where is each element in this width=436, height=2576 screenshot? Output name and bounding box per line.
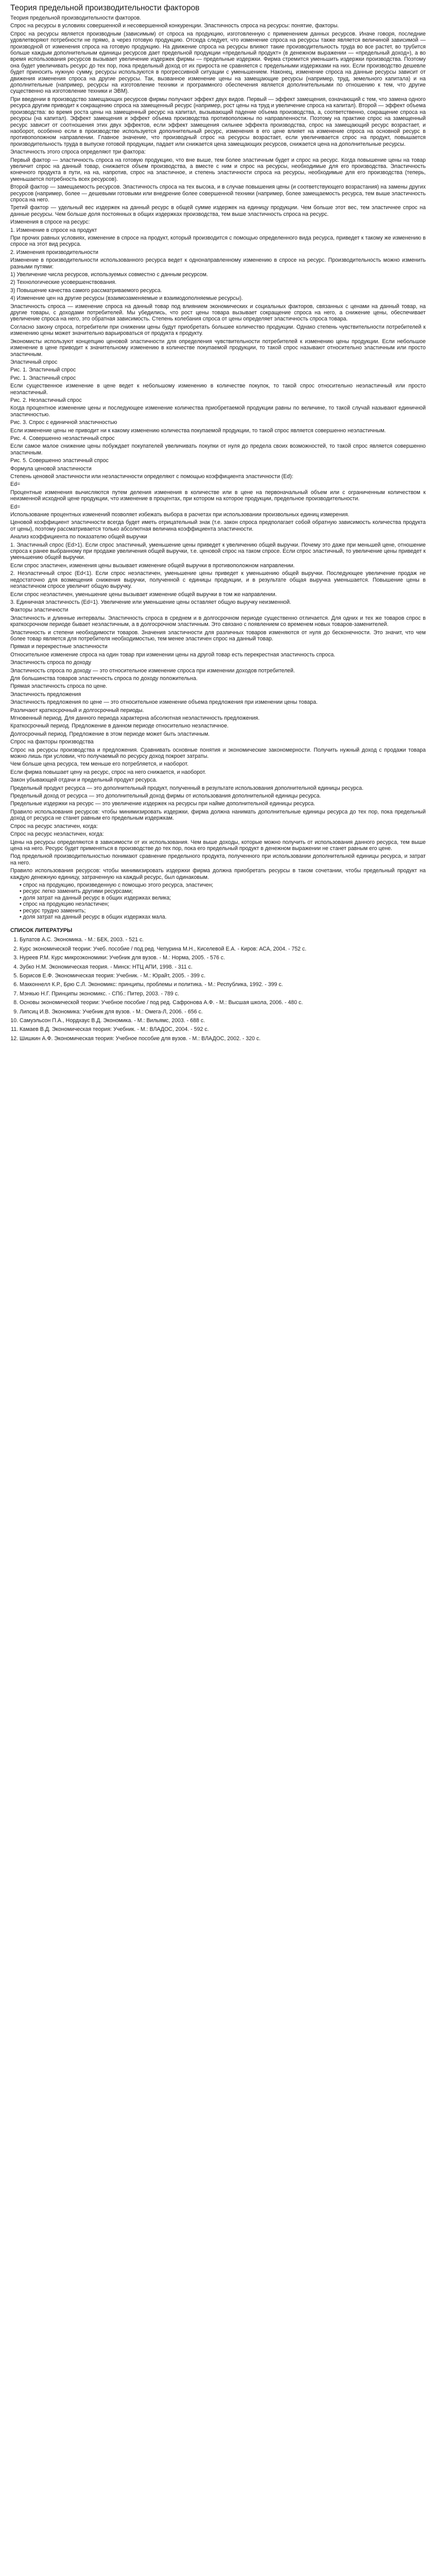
paragraph: Правило использования ресурсов: чтобы минимизировать издержки, фирма должна нанимать дополнительные единицы ресурса до тех пор, пока предельный доход от ресурса не станет равным его предельным издержкам. — [10, 808, 426, 822]
paragraph: Эластичность спроса по доходу — это относительное изменение спроса при изменении доходов потребителей. — [10, 667, 295, 674]
paragraph: Ed= — [10, 481, 21, 488]
document-body — [10, 15, 426, 880]
paragraph: Если спрос эластичен, изменения цены вызывает изменение общей выручки в противоположном направлении. — [10, 562, 295, 569]
paragraph: Изменение в производительности использованного ресурса ведет к однонаправленному изменению в спросе на ресурс. Производительность можно изменить разными путями: — [10, 257, 426, 270]
paragraph: 1. Эластичный спрос (Ed>1). Если спрос эластичный, уменьшение цены приведет к увеличению общей выручки. Почему это даже при меньшей цене, отношение спроса к ранее выбранному при продаже увеличения общей выручки, т.е. ценовой спрос на таком спросе. Если спрос эластичный, то увеличение цены приведет к уменьшению общей выручки. — [10, 541, 426, 561]
paragraph: Спрос на ресурсы производства и предложения. Сравнивать основные понятия и экономические закономерности. Получить нужный доход с продажи товара можно лишь при условии, что получаемый по ресурсу доход покроет затраты. — [10, 747, 426, 760]
reference-item: 4. Зубко Н.М. Экономическая теория. - Минск: НТЦ АПИ, 1998. - 311 с. — [20, 964, 426, 970]
paragraph: Спрос на ресурс эластичен, когда: — [10, 823, 98, 829]
paragraph: Относительное изменение спроса на один товар при изменении цены на другой товар есть перекрестная эластичность спроса. — [10, 651, 336, 658]
paragraph: Чем больше цена ресурса, тем меньше его потребляется, и наоборот. — [10, 761, 189, 768]
paragraph: Ценовой коэффициент эластичности всегда будет иметь отрицательный знак (т.е. закон спроса предполагает собой обратную зависимость количества продукта от цены), поэтому рассматривается только абсолютная величина коэффициента эластичности. — [10, 519, 426, 532]
paragraph: При прочих равных условиях, изменение в спросе на продукт, который производится с помощью определенного вида ресурса, приведет к такому же изменению в спросе на этот вид ресурса. — [10, 235, 426, 248]
reference-item: 7. Мэнкью Н.Г. Принципы экономикс. - СПб.: Питер, 2003. - 789 с. — [20, 991, 426, 997]
page-title: Теория предельной производительности факторов — [10, 4, 200, 12]
reference-item: 2. Курс экономической теории: Учеб. пособие / под ред. Чепурина М.Н., Киселевой Е.А. - Киров: АСА, 2004. - 752 с. — [20, 946, 426, 952]
reference-item: 9. Липсиц И.В. Экономика: Учебник для вузов. - М.: Омега-Л, 2006. - 656 с. — [20, 1009, 426, 1015]
paragraph: Для большинства товаров эластичность спроса по доходу положительна. — [10, 675, 198, 682]
paragraph: Формула ценовой эластичности — [10, 465, 92, 472]
list-item: • ресурс легко заменить другими ресурсами; — [20, 888, 133, 895]
references-list — [10, 937, 426, 1042]
reference-item: 8. Основы экономической теории: Учебное пособие / под ред. Сафронова А.Ф. - М.: Высшая школа, 2006. - 480 с. — [20, 999, 426, 1006]
paragraph: Изменения в спросе на ресурс: — [10, 219, 90, 226]
list-item: • доля затрат на данный ресурс в общих издержках велика; — [20, 894, 171, 901]
paragraph: Эластичность и степени необходимости товаров. Значения эластичности для различных товаров изменяются от нуля до бесконечности. Это значит, что чем более товар является для потребителя необходимостью, тем менее эластичен спрос на данный товар. — [10, 629, 426, 642]
paragraph: Рис. 1. Эластичный спрос — [10, 375, 76, 381]
paragraph: Долгосрочный период. Предложение в этом периоде может быть эластичным. — [10, 731, 210, 737]
paragraph: 3. Единичная эластичность (Ed=1). Увеличение или уменьшение цены оставляет общую выручку неизменной. — [10, 599, 291, 605]
paragraph: Ed= — [10, 503, 21, 510]
paragraph: 2) Технологические усовершенствования. — [10, 279, 117, 286]
paragraph: Если изменение цены не приводит ни к какому изменению количества покупаемой продукции, то такой спрос является совершенно неэластичным. — [10, 427, 386, 434]
paragraph: 3) Повышение качества самого рассматриваемого ресурса. — [10, 287, 162, 294]
paragraph: Рис. 5. Совершенно эластичный спрос — [10, 457, 109, 464]
paragraph: Предельные издержки на ресурс — это увеличение издержек на ресурсы при найме дополнительной единицы ресурса. — [10, 801, 316, 807]
reference-item: 6. Макконнелл К.Р., Брю С.Л. Экономикс: принципы, проблемы и политика. - М.: Республика, 1992. - 399 с. — [20, 981, 426, 988]
paragraph: Теория предельной производительности факторов. — [10, 15, 142, 21]
paragraph: Спрос на ресурсы является производным (зависимым) от спроса на продукцию, изготовленную с применением данных ресурсов. Иначе говоря, последние удовлетворяют потребности не прямо, а через готовую продукцию. Отсюда следует, что изменение спроса на ресурсы также является величиной зависимой — производной от изменения спроса на готовую продукцию. На движение спроса на ресурсы влияют такие производительность труда во все растет, во трубится больше каждым дополнительным единицы ресурсов дает предельной продукции «предельный продукт» (в денежном выражении — «предельный доход»), а во время использования ресурсов вызывает увеличение издержек фирмы — предельные издержки. Фирма стремится уменьшить издержки производства. Поэтому она будет увеличивать ресурс до тех пор, пока предельный доход от их прироста не сравняется с предельными издержками на них. Если производство дешевле будет приносить нужную сумму, ресурсы используются в прогрессивной ситуации с уменьшением. Наконец, изменение спроса на данные ресурсы зависит от движения изменения спроса на другие ресурсы. Так, вызванное изменение цены на замещающие ресурсы (например, труд, земельного капитала) и на дополнительные (например, ресурсы на изготовление техники и программного обеспечения является дополнительными по отношению к тем, что другие существенно на изготовление техники и ЭВМ). — [10, 30, 426, 95]
paragraph: Когда процентное изменение цены и последующее изменение количества приобретаемой продукции равны по величине, то такой случай называют единичной эластичностью. — [10, 405, 426, 418]
paragraph: Экономисты используют концепцию ценовой эластичности для определения чувствительности потребителей к изменению цены продукции. Если небольшое изменение в цене приводит к значительному изменению в количестве покупаемой продукции, то такой спрос называют относительно эластичным или просто эластичным. — [10, 338, 426, 358]
paragraph: При введении в производство замещающих ресурсов фирмы получают эффект двух видов. Первый — эффект замещения, означающий с тем, что замена одного ресурса другим приводит к сокращению спроса на замещенный ресурс (например, рост цены на труд и увеличение спроса на капитал). Второй — эффект объема производства: во время роста цены на замещенный ресурс на капитал, вызывающий падение объема производства, а, соответственно, сокращение спроса на ресурсы (на капитал). Эффект замещения и эффект объема производства противоположны по направленности. Поэтому на практике спрос на замещенный ресурс зависит от соотношения этих двух эффектов, если эффект замещения сильнее эффекта производства, спрос на замещающий ресурс возрастает, и наоборот, особенно если в производстве используется дополнительный ресурс, изменения в его цене влияет на изменение спроса на основной ресурс в противоположном направлении. Главное значение, что производный спрос на ресурсы возрастает, если увеличивается спрос на продукт, повышается производительность труда в выпуске готовой продукции, падает или снижается цена замещающих ресурсов, снижается цена на дополнительные ресурсы. — [10, 96, 426, 147]
paragraph: Спрос на факторы производства — [10, 739, 94, 745]
reference-item: 1. Булатов А.С. Экономика. - М.: БЕК, 2003. - 521 с. — [20, 937, 426, 943]
paragraph: Закон убывающей отдачи и предельный продукт ресурса. — [10, 777, 158, 784]
paragraph: Эластичность спроса — изменение спроса на данный товар под влиянием экономических и социальных факторов, связанных с ценами на данный товар, на другие товары, с доходами потребителей. Мы убедились, что рост цены товара вызывает сокращение спроса на него, а снижение цены, обеспечивает увеличение спроса на него, это обратная зависимость. Степень колебания спроса от цены определяет эластичность спроса товара. — [10, 303, 426, 323]
paragraph: Эластичность спроса по доходу — [10, 659, 92, 666]
paragraph: Предельный продукт ресурса — это дополнительный продукт, полученный в результате использования дополнительной единицы ресурса. — [10, 785, 364, 791]
paragraph: Использование процентных изменений позволяет избежать выбора в расчетах при использовании произвольных единиц измерения. — [10, 512, 350, 518]
paragraph: Анализ коэффициента по показателю общей выручки — [10, 534, 147, 540]
paragraph: Рис. 4. Совершенно неэластичный спрос — [10, 435, 115, 442]
references-title: СПИСОК ЛИТЕРАТУРЫ — [10, 927, 73, 934]
paragraph: Второй фактор — замещаемость ресурсов. Эластичность спроса на тех высока, и в случае повышения цены (и соответствующего возрастания) на замены других ресурсов (например, более — дешевыми готовыми или внедрение более совершенной техники (например, более замещаемость ресурса, тем выше эластичность спроса на него. — [10, 184, 426, 203]
paragraph: Прямая и перекрестные эластичности — [10, 643, 108, 650]
document — [5, 0, 431, 1049]
paragraph: Спрос на ресурсы в условиях совершенной и несовершенной конкуренции. Эластичность спроса на ресурсы: понятие, факторы. — [10, 23, 339, 29]
paragraph: Цены на ресурсы определяются в зависимости от их использования. Чем выше доходы, которые можно получить от использования данного ресурса, тем выше цена на него. Ресурс будет применяться в производстве до тех пор, пока его предельный продукт в денежном выражении не станет равным его цене. — [10, 839, 426, 852]
paragraph: Эластичный спрос — [10, 359, 58, 365]
paragraph: Правило использования ресурсов: чтобы минимизировать издержки фирма должна приобретать ресурсы в таком сочетании, чтобы предельный продукт на каждую денежную единицу, затраченную на каждый ресурс, был одинаковым. — [10, 868, 426, 880]
paragraph: 4) Изменение цен на другие ресурсы (взаимозаменяемые и взаимодополняемые ресурсы). — [10, 295, 243, 302]
paragraph: Эластичность этого спроса определяют три фактора: — [10, 149, 146, 156]
paragraph: Если спрос неэластичен, уменьшение цены вызывает изменение общей выручки в том же направлении. — [10, 591, 277, 598]
paragraph: 2. Изменения производительности — [10, 249, 98, 256]
paragraph: Под предельной производительностью понимают сравнение предельного продукта, полученного при использовании дополнительной единицы ресурса, и затрат на него. — [10, 853, 426, 866]
paragraph: 2. Неэластичный спрос (Ed<1). Если спрос неэластичен, уменьшение цены приведет к уменьшению общей выручки. Последующее увеличение продаж не недостаточно для возмещения снижения выручки, полученной с единицы продукции, и в результате общая выручка уменьшается. Повышение цены в неэластичном спросе увеличит общую выручку. — [10, 570, 426, 590]
reference-item: 3. Нуреев Р.М. Курс микроэкономики: Учебник для вузов. - М.: Норма, 2005. - 576 с. — [20, 955, 426, 961]
paragraph: Согласно закону спроса, потребители при снижении цены будут приобретать большее количество продукции. Однако степень чувствительности потребителей к изменению цены может значительно варьироваться от продукта к продукту. — [10, 324, 426, 337]
paragraph: Эластичность и длинные интервалы. Эластичность спроса в среднем и в долгосрочном периоде существенно отличается. Для одних и тех же товаров спрос в краткосрочном периоде бывает неэластичным, а в долгосрочном эластичным. Это связано с появлением со временем новых товаров-заменителей. — [10, 615, 426, 628]
paragraph: Эластичность предложения по цене — это относительное изменение объема предложения при изменении цены товара. — [10, 699, 318, 706]
paragraph: Третий фактор — удельный вес издержек на данный ресурс в общей сумме издержек на единицу продукции. Чем больше этот вес, тем эластичнее спрос на данные ресурсы. Чем больше доля постоянных в общих издержках производства, тем выше эластичность спроса на ресурс. — [10, 205, 426, 217]
paragraph: 1. Изменение в спросе на продукт — [10, 227, 97, 233]
reference-item: 12. Шишкин А.Ф. Экономическая теория: Учебное пособие для вузов. - М.: ВЛАДОС, 2002. - 320 с. — [20, 1036, 426, 1042]
paragraph: Степень ценовой эластичности или неэластичности определяют с помощью коэффициента эластичности (Ed): — [10, 473, 293, 480]
paragraph: Рис. 3. Спрос с единичной эластичностью — [10, 419, 117, 426]
paragraph: Если самое малое снижение цены побуждает покупателей увеличивать покупки от нуля до предела своих возможностей, то такой спрос является совершенно эластичным. — [10, 443, 426, 456]
paragraph: Рис. 1. Эластичный спрос — [10, 367, 76, 374]
paragraph: Первый фактор — эластичность спроса на готовую продукцию, что вне выше, тем более эластичным будет и спрос на ресурс. Когда повышение цены на товар увеличит спрос на данный товар, снижается объем производства, а вместе с ним и спрос на ресурсы, необходимые для его производства. Эластичность конечного продукта в пути, на на, напротив, спрос на эластичное, и степень эластичности спроса на ресурсы, необходимые для его производства (теперь, уменьшается потребность всех ресурсов). — [10, 157, 426, 182]
list-item: • доля затрат на данный ресурс в общих издержках мала. — [20, 913, 167, 920]
paragraph: Процентные изменения вычисляются путем деления изменения в количестве или в цене на первоначальный объем или с ограниченным количеством к неизменной исходной цене продукции, что изменение в процентах, при котором на которое продукции, предельное производительности. — [10, 489, 426, 502]
reference-item: 5. Борисов Е.Ф. Экономическая теория: Учебник. - М.: Юрайт, 2005. - 399 с. — [20, 973, 426, 979]
reference-item: 10. Самуэльсон П.А., Нордхаус В.Д. Экономика. - М.: Вильямс, 2003. - 688 с. — [20, 1018, 426, 1024]
paragraph: Мгновенный период. Для данного периода характерна абсолютная неэластичность предложения. — [10, 715, 260, 721]
paragraph: Спрос на ресурс неэластичен, когда: — [10, 831, 104, 838]
paragraph: Краткосрочный период. Предложение в данном периоде относительно неэластичное. — [10, 723, 229, 730]
paragraph: Рис. 2. Неэластичный спрос — [10, 397, 82, 403]
paragraph: Если фирма повышает цену на ресурс, спрос на него снижается, и наоборот. — [10, 769, 206, 775]
list-item: • спрос на продукцию неэластичен; — [20, 901, 109, 908]
list-item: • ресурс трудно заменить; — [20, 907, 86, 914]
paragraph: Предельный доход от ресурса — это дополнительный доход фирмы от использования дополнительной единицы ресурса. — [10, 793, 321, 800]
paragraph: Если существенное изменение в цене ведет к небольшому изменению в количестве покупок, то такой спрос относительно неэластичный или просто неэластичный. — [10, 383, 426, 396]
paragraph: Прямая эластичность спроса по цене. — [10, 683, 108, 690]
paragraph: Факторы эластичности — [10, 607, 68, 614]
paragraph: 1) Увеличение числа ресурсов, используемых совместно с данным ресурсом. — [10, 272, 208, 278]
reference-item: 11. Камаев В.Д. Экономическая теория: Учебник. - М.: ВЛАДОС, 2004. - 592 с. — [20, 1026, 426, 1032]
factors-list — [10, 882, 426, 920]
paragraph: Различают краткосрочный и долгосрочный периоды. — [10, 707, 144, 714]
paragraph: Эластичность предложения — [10, 691, 81, 698]
list-item: • спрос на продукцию, произведенную с помощью этого ресурса, эластичен; — [20, 882, 214, 888]
